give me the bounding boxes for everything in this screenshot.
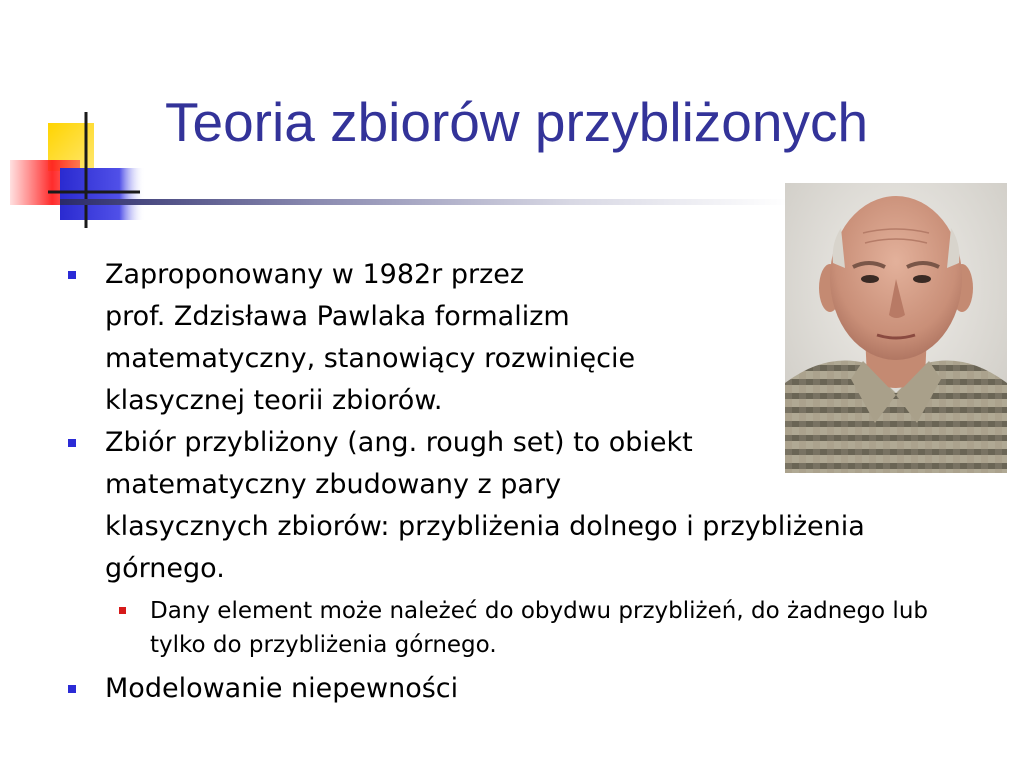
title-divider bbox=[60, 199, 790, 205]
sub-bullet-text-line: Dany element może należeć do obydwu przybliżeń, do żadnego lub bbox=[150, 598, 928, 624]
bullet-text-line: klasycznych zbiorów: przybliżenia dolnego i przybliżenia bbox=[105, 511, 865, 542]
bullet-text-line: Zaproponowany w 1982r przez bbox=[105, 259, 525, 290]
bullet-text-line: prof. Zdzisława Pawlaka formalizm bbox=[105, 301, 570, 332]
bullet-item bbox=[64, 422, 964, 590]
sub-bullet-square-icon bbox=[119, 607, 126, 614]
bullet-text-line: matematyczny zbudowany z pary bbox=[105, 469, 562, 500]
bullet-square-icon bbox=[68, 271, 76, 279]
slide-title: Teoria zbiorów przybliżonych bbox=[165, 91, 869, 153]
bullet-square-icon bbox=[68, 685, 76, 693]
bullet-square-icon bbox=[68, 439, 76, 447]
bullet-item bbox=[64, 668, 964, 710]
bullet-text-line: matematyczny, stanowiący rozwinięcie bbox=[105, 343, 636, 374]
bullet-text-line: górnego. bbox=[105, 553, 225, 584]
bullet-list bbox=[64, 254, 964, 710]
bullet-item bbox=[64, 254, 964, 422]
sub-bullet-text-line: tylko do przybliżenia górnego. bbox=[150, 632, 497, 658]
bullet-text-line: Zbiór przybliżony (ang. rough set) to obiekt bbox=[105, 427, 693, 458]
bullet-text-line: klasycznej teorii zbiorów. bbox=[105, 385, 443, 416]
sub-bullet-item bbox=[64, 594, 964, 662]
bullet-text-line: Modelowanie niepewności bbox=[105, 673, 459, 704]
